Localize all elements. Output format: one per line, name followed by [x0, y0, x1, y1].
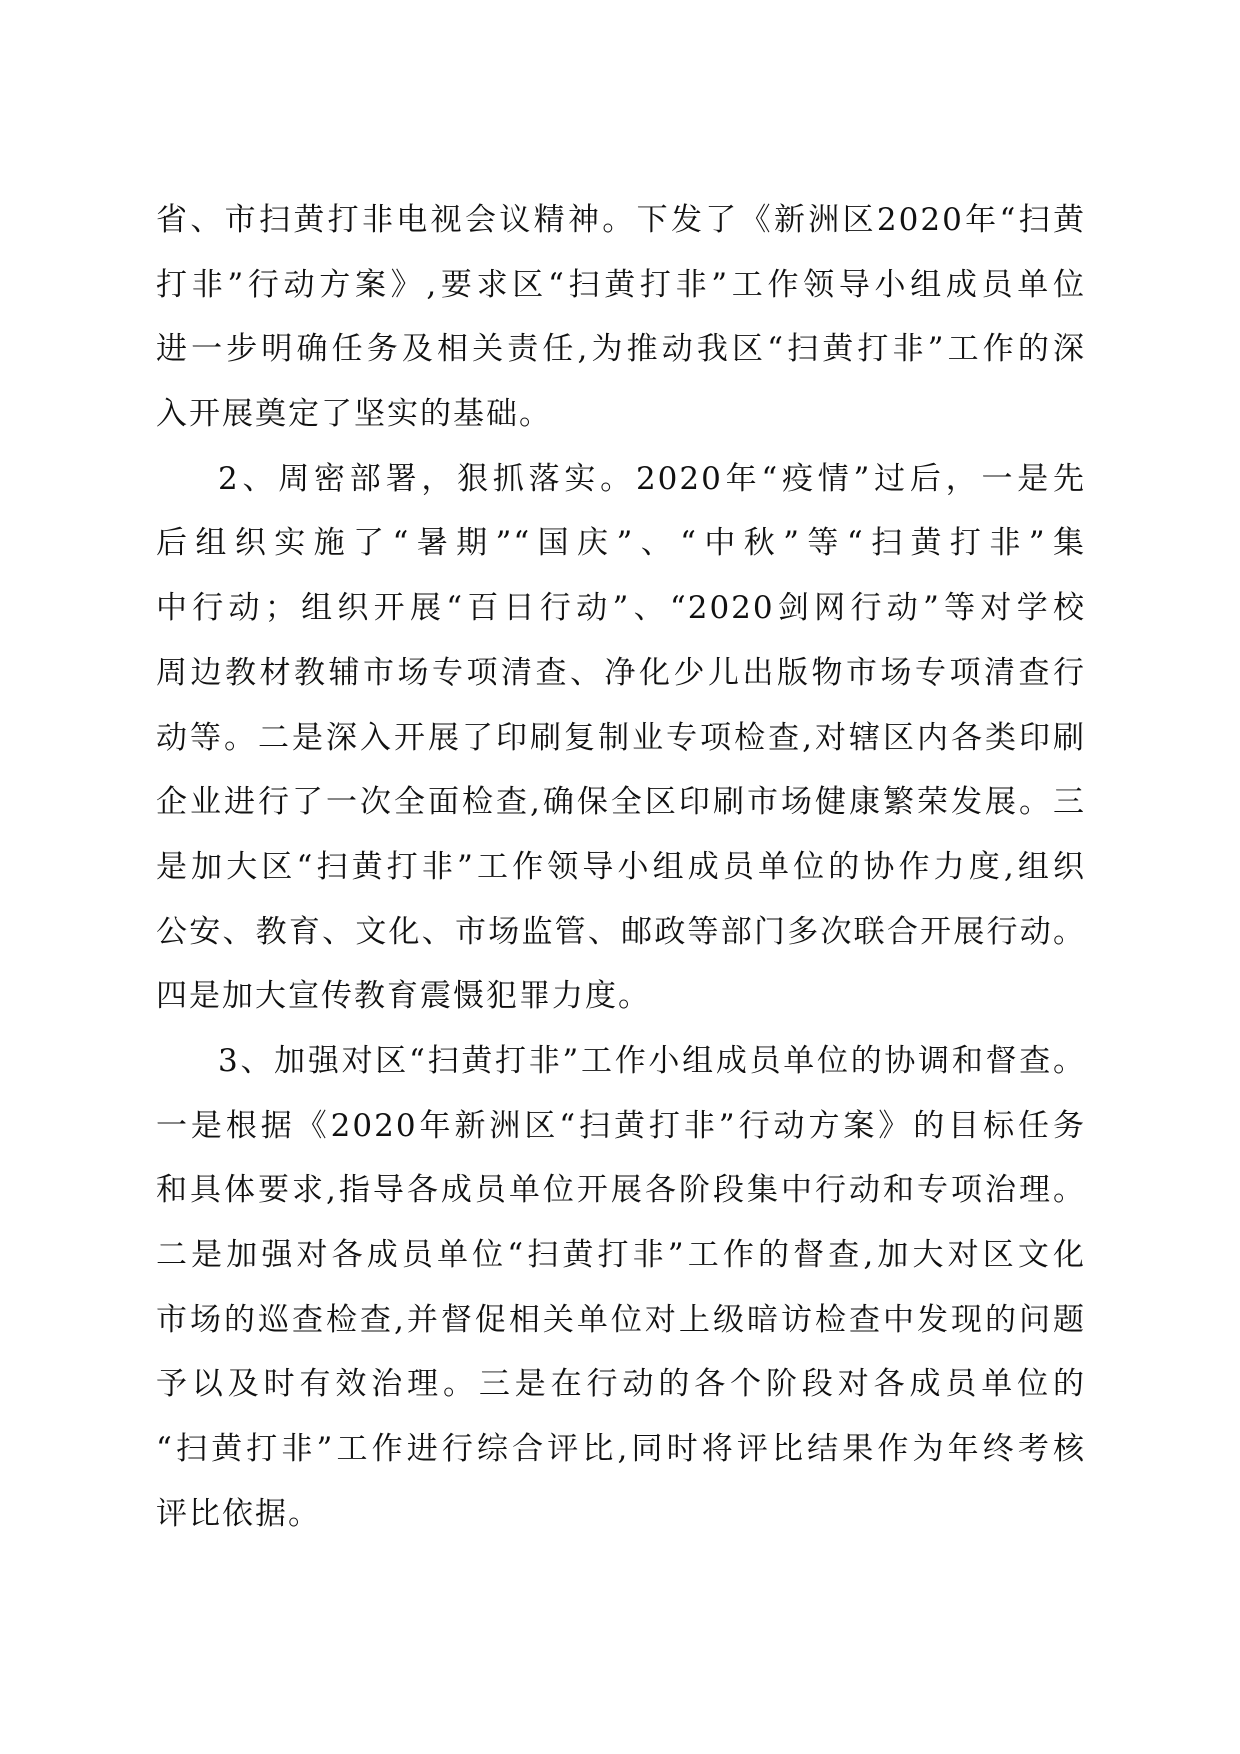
text-line: 予以及时有效治理。三是在行动的各个阶段对各成员单位的: [156, 1366, 1086, 1403]
text-line: 二是加强对各成员单位“扫黄打非”工作的督查,加大对区文化: [156, 1237, 1086, 1273]
text-line: 入开展奠定了坚实的基础。: [156, 396, 552, 433]
text-line: 进一步明确任务及相关责任,为推动我区“扫黄打非”工作的深: [156, 331, 1086, 368]
text-line: “扫黄打非”工作进行综合评比,同时将评比结果作为年终考核: [156, 1431, 1086, 1468]
text-line: 评比依据。: [156, 1495, 321, 1532]
text-line: 市场的巡查检查,并督促相关单位对上级暗访检查中发现的问题: [156, 1301, 1086, 1338]
text-line: 动等。二是深入开展了印刷复制业专项检查,对辖区内各类印刷: [156, 719, 1086, 756]
text-line: 后组织实施了“暑期”“国庆”、“中秋”等“扫黄打非”集: [156, 525, 1086, 562]
text-line: 和具体要求,指导各成员单位开展各阶段集中行动和专项治理。: [156, 1172, 1086, 1209]
text-line: 中行动；组织开展“百日行动”、“2020剑网行动”等对学校: [156, 590, 1086, 627]
text-line: 2、周密部署，狠抓落实。2020年“疫情”过后，一是先: [218, 460, 1086, 497]
text-line: 企业进行了一次全面检查,确保全区印刷市场健康繁荣发展。三: [156, 784, 1086, 821]
text-line: 是加大区“扫黄打非”工作领导小组成员单位的协作力度,组织: [156, 848, 1086, 885]
text-line: 省、市扫黄打非电视会议精神。下发了《新洲区2020年“扫黄: [156, 202, 1086, 238]
text-line: 四是加大宣传教育震慑犯罪力度。: [156, 978, 651, 1015]
text-line: 3、加强对区“扫黄打非”工作小组成员单位的协调和督查。: [218, 1042, 1086, 1079]
text-line: 公安、教育、文化、市场监管、邮政等部门多次联合开展行动。: [156, 913, 1086, 950]
text-line: 一是根据《2020年新洲区“扫黄打非”行动方案》的目标任务: [156, 1107, 1086, 1144]
document-body: [156, 188, 1086, 1546]
text-line: 打非”行动方案》,要求区“扫黄打非”工作领导小组成员单位: [156, 266, 1086, 303]
text-line: 周边教材教辅市场专项清查、净化少儿出版物市场专项清查行: [156, 654, 1086, 691]
